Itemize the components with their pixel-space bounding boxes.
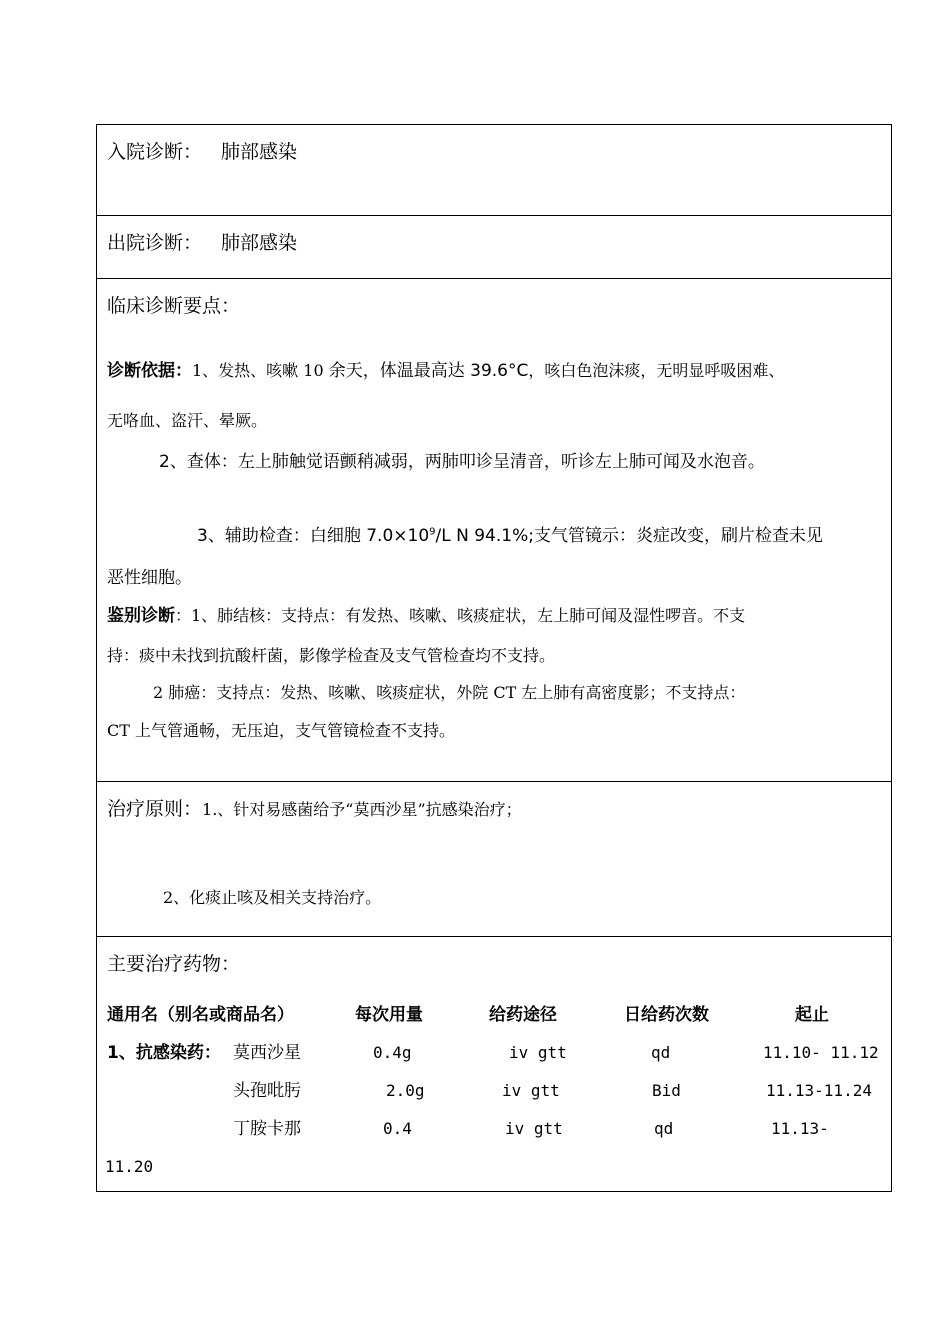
treatment-section [97,782,891,936]
clinical-heading: 临床诊断要点： [107,295,241,317]
discharge-diagnosis-value: 肺部感染 [221,232,298,254]
diagnosis-basis-label: 诊断依据： [107,361,192,381]
treatment-line-2: 2、化痰止咳及相关支持治疗。 [163,888,382,907]
drug-dose: 0.4 [383,1119,412,1138]
clinical-diagnosis-section [97,279,891,781]
header-frequency: 日给药次数 [624,1005,709,1025]
header-period: 起止 [795,1005,829,1025]
medical-record-table [96,124,892,1192]
drug-period: 11.10- 11.12 [763,1043,879,1062]
drug-frequency: Bid [652,1081,681,1100]
diagnosis-basis-aux-line-2: 恶性细胞。 [107,568,192,588]
drug-frequency: qd [651,1043,671,1062]
drug-period: 11.13- [771,1119,829,1138]
diagnosis-basis-exam: 2、查体：左上肺触觉语颤稍减弱，两肺叩诊呈清音，听诊左上肺可闻及水泡音。 [159,452,765,472]
differential-label: 鉴别诊断 [107,606,175,626]
drug-period-wrap: 11.20 [105,1157,154,1176]
admission-diagnosis-label: 入院诊断： [107,141,203,163]
admission-diagnosis-section [97,125,891,215]
differential-line-3: 2 肺癌：支持点：发热、咳嗽、咳痰症状，外院 CT 左上肺有高密度影；不支持点： [153,683,746,702]
header-route: 给药途径 [489,1005,557,1025]
treatment-label: 治疗原则： [107,798,203,820]
drugs-section [97,937,891,1192]
diagnosis-basis-line-1: 诊断依据：1、发热、咳嗽 10 余天，体温最高达 39.6°C，咳白色泡沫痰，无明显呼吸困难、 [107,361,785,381]
drug-category: 1、抗感染药： [107,1043,221,1063]
drug-period: 11.13-11.24 [766,1081,872,1100]
treatment-line-1: 治疗原则：1.、针对易感菌给予“莫西沙星”抗感染治疗； [107,798,522,820]
drug-name: 头孢吡肟 [233,1081,301,1101]
drugs-heading: 主要治疗药物： [107,953,241,975]
discharge-diagnosis-section [97,216,891,278]
drug-route: iv gtt [505,1119,563,1138]
differential-line-2: 持：痰中未找到抗酸杆菌，影像学检查及支气管检查均不支持。 [107,646,556,665]
header-dose: 每次用量 [355,1005,423,1025]
header-generic-name: 通用名（别名或商品名） [107,1005,294,1025]
drug-name: 莫西沙星 [233,1043,301,1063]
drug-route: iv gtt [502,1081,560,1100]
drug-dose: 0.4g [373,1043,412,1062]
differential-line-4: CT 上气管通畅，无压迫，支气管镜检查不支持。 [107,721,456,740]
drug-dose: 2.0g [386,1081,425,1100]
drug-name: 丁胺卡那 [233,1119,301,1139]
discharge-diagnosis-label: 出院诊断： [107,232,203,254]
drug-frequency: qd [654,1119,674,1138]
diagnosis-basis-line-2: 无咯血、盗汗、晕厥。 [107,411,268,430]
diagnosis-basis-aux-line-1: 3、辅助检查：白细胞 $7.0\times 10^9/L$ N 94.1%;支气管镜示：炎症改变，刷片检查未见 [197,526,823,546]
drug-route: iv gtt [509,1043,567,1062]
admission-diagnosis-value: 肺部感染 [221,141,298,163]
differential-line-1: 鉴别诊断：1、肺结核：支持点：有发热、咳嗽、咳痰症状，左上肺可闻及湿性啰音。不支 [107,606,746,626]
